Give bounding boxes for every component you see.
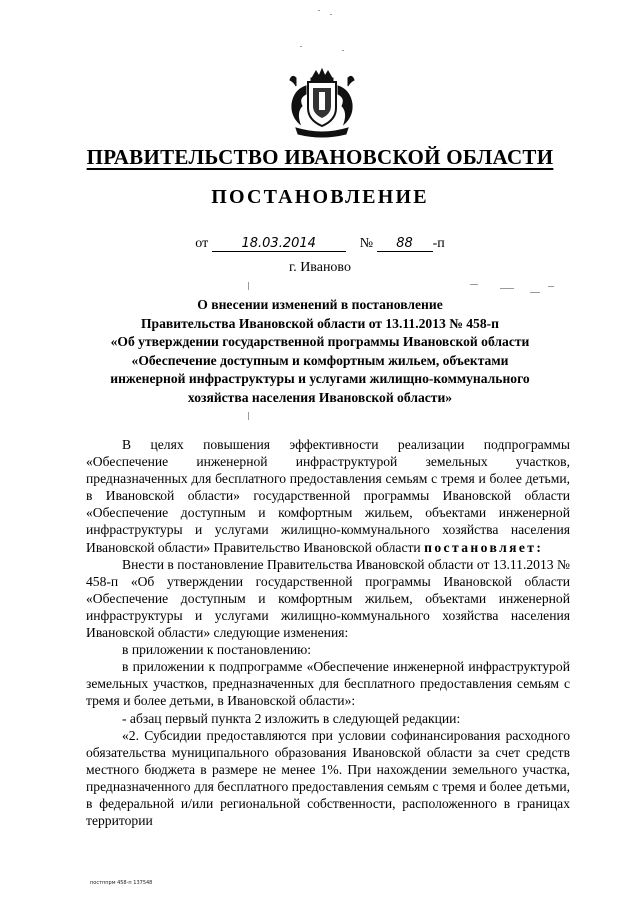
- scan-speck: [470, 284, 478, 285]
- scan-speck: [548, 286, 554, 287]
- scan-speck: [500, 288, 514, 289]
- scan-speck: [300, 46, 302, 47]
- coat-of-arms-emblem: [286, 68, 358, 138]
- subject-line: «Об утверждении государственной программы Ивановской области: [110, 334, 530, 349]
- scan-speck: [248, 412, 249, 420]
- document-footer-code: постппрм 458-п 137548: [90, 880, 153, 886]
- organization-title: ПРАВИТЕЛЬСТВО ИВАНОВСКОЙ ОБЛАСТИ: [86, 145, 554, 169]
- decree-subject: [70, 296, 570, 407]
- subject-line: инженерной инфраструктуры и услугами жилищно-коммунального: [110, 371, 530, 386]
- scan-speck: [342, 50, 344, 51]
- scan-speck: [318, 10, 320, 11]
- subject-line: Правительства Ивановской области от 13.11.2013 № 458-п: [140, 315, 500, 331]
- handwritten-date: 18.03.2014: [212, 237, 346, 252]
- subject-line: «Обеспечение доступным и комфортным жильем, объектами: [131, 352, 509, 368]
- body-paragraph: Внести в постановление Правительства Ивановской области от 13.11.2013 № 458-п «Об утверждении государственной программы Ивановской области «Обеспечение доступным и комфортным жильем, объектами инженерной инфраструктуры и услугами жилищно-коммунального хозяйства населения Ивановской области» следующие изменения:: [86, 556, 570, 641]
- scan-speck: [248, 282, 249, 290]
- subject-line: хозяйства населения Ивановской области»: [187, 389, 453, 405]
- body-paragraph: [86, 436, 570, 556]
- number-suffix: -п: [432, 236, 445, 251]
- body-paragraph: «2. Субсидии предоставляются при условии софинансирования расходного обязательства муниципального образования Ивановской области за счет средств местного бюджета в размере не менее 1%. При нахождении земельного участка, предназначенного для бесплатного предоставления семьям с тремя и более детьми, в федеральной и/или региональной собственности, расположенного в границах территории: [86, 727, 570, 829]
- decree-verb: постановляет:: [424, 539, 544, 555]
- scan-speck: [330, 14, 332, 15]
- document-type-title: ПОСТАНОВЛЕНИЕ: [211, 186, 429, 208]
- city-label: г. Иваново: [289, 260, 351, 275]
- body-paragraph: в приложении к постановлению:: [122, 642, 312, 658]
- subject-line: О внесении изменений в постановление: [197, 297, 443, 312]
- decree-body: [86, 436, 570, 829]
- date-prefix: от: [195, 236, 209, 251]
- date-number-line: [0, 236, 640, 252]
- body-paragraph: в приложении к подпрограмме «Обеспечение инженерной инфраструктурой земельных участков, предназначенных для бесплатного предоставления семьям с тремя и более детьми, в Ивановской области»:: [86, 659, 570, 709]
- scan-speck: [530, 292, 540, 293]
- handwritten-number: 88: [377, 237, 433, 252]
- number-prefix: №: [359, 236, 374, 251]
- body-paragraph: - абзац первый пункта 2 изложить в следующей редакции:: [122, 710, 461, 726]
- paragraph-text: В целях повышения эффективности реализации подпрограммы «Обеспечение инженерной инфраструктурой земельных участков, предназначенных для бесплатного предоставления семьям с тремя и более детьми, в Ивановской области» государственной программы Ивановской области «Обеспечение доступным и комфортным жильем, объектами инженерной инфраструктуры и услугами жилищно-коммунального хозяйства населения Ивановской области» Правительство Ивановской области: [86, 437, 570, 555]
